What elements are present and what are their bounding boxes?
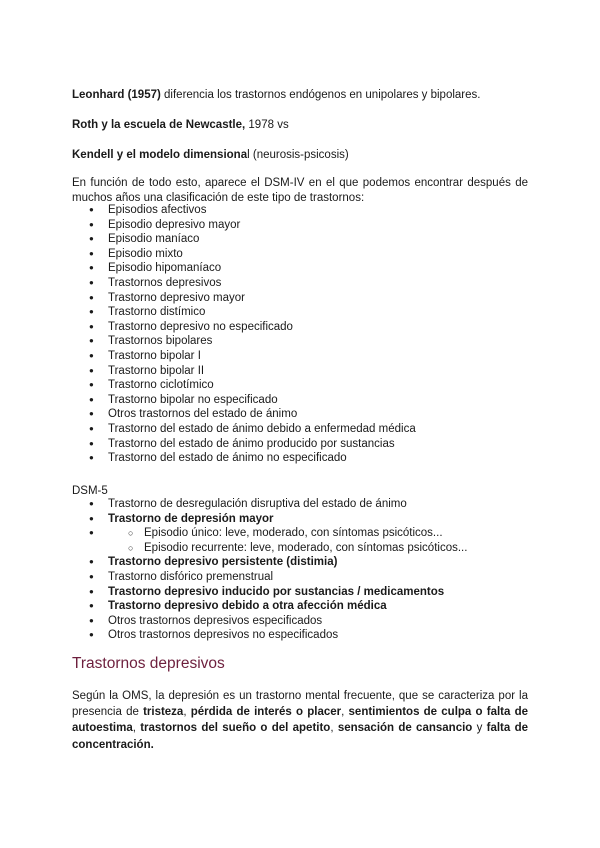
- list-item: ● Trastorno bipolar I: [72, 349, 528, 364]
- list-item: ● Trastorno del estado de ánimo debido a enfermedad médica: [72, 422, 528, 437]
- list-item: ● Trastornos bipolares: [72, 334, 528, 349]
- oms-text: ,: [132, 722, 141, 735]
- kendell-bold: Kendell y el modelo dimensiona: [72, 149, 248, 161]
- oms-text: y: [472, 722, 487, 735]
- list-item: ● Episodio hipomaníaco: [72, 261, 528, 276]
- roth-text: 1978 vs: [245, 119, 289, 131]
- sub-list-item: ○ Episodio recurrente: leve, moderado, con síntomas psicóticos...: [72, 541, 528, 556]
- list-item: ● Trastorno bipolar no especificado: [72, 393, 528, 408]
- kendell-text: l (neurosis-psicosis): [247, 149, 349, 161]
- oms-bold: falta de concentración.: [72, 722, 528, 751]
- sub-list-item: ○ ● Episodio único: leve, moderado, con síntomas psicóticos...: [72, 526, 528, 541]
- leonhard-text: diferencia los trastornos endógenos en unipolares y bipolares.: [160, 89, 481, 101]
- oms-bold: tristeza: [143, 706, 184, 719]
- dsm5-label: DSM-5: [72, 485, 108, 497]
- list-item: ● Otros trastornos del estado de ánimo: [72, 407, 528, 422]
- oms-bold: pérdida de interés o placer: [190, 706, 342, 719]
- oms-bold: trastornos del sueño o del apetito: [140, 722, 331, 735]
- list-item: ● Trastorno ciclotímico: [72, 378, 528, 393]
- list-item: ● Trastorno depresivo debido a otra afección médica: [72, 599, 528, 614]
- list-item: ● Episodios afectivos: [72, 203, 528, 218]
- oms-text: Según la OMS, la depresión es un trastorno mental frecuente, que se caracteriza por la presencia de: [72, 690, 528, 719]
- leonhard-line: [72, 88, 528, 103]
- list-item: ● Trastorno del estado de ánimo producido por sustancias: [72, 437, 528, 452]
- oms-bold: sentimientos de culpa o falta de autoestima: [72, 706, 529, 735]
- list-item: ● Trastorno bipolar II: [72, 364, 528, 379]
- oms-bold: sensación de cansancio: [337, 722, 473, 735]
- list-item: ● Trastorno disfórico premenstrual: [72, 570, 528, 585]
- dsm5-sublist: [72, 526, 528, 555]
- nested-list-container: [72, 526, 528, 555]
- list-item: ● Otros trastornos depresivos no especificados: [72, 628, 528, 643]
- list-item: ● Trastorno del estado de ánimo no especificado: [72, 451, 528, 466]
- oms-text: ,: [183, 706, 191, 719]
- roth-bold: Roth y la escuela de Newcastle,: [72, 119, 246, 131]
- list-item: ● Trastorno depresivo mayor: [72, 291, 528, 306]
- list-item: ● Episodio depresivo mayor: [72, 218, 528, 233]
- list-item: ● Trastorno de depresión mayor: [72, 512, 528, 527]
- list-item: ● Trastorno depresivo inducido por sustancias / medicamentos: [72, 585, 528, 600]
- section-heading: Trastornos depresivos: [72, 655, 225, 672]
- oms-text: ,: [330, 722, 338, 735]
- oms-paragraph: [72, 688, 528, 753]
- oms-text: ,: [341, 706, 349, 719]
- dsm4-list: [72, 203, 528, 466]
- intro-paragraph: En función de todo esto, aparece el DSM-IV en el que podemos encontrar después de muchos años una clasificación de este tipo de trastornos:: [72, 177, 528, 204]
- dsm5-list: [72, 497, 528, 643]
- list-item: ● Trastorno de desregulación disruptiva del estado de ánimo: [72, 497, 528, 512]
- list-item: ● Episodio mixto: [72, 247, 528, 262]
- leonhard-bold: Leonhard (1957): [72, 89, 161, 101]
- list-item: ● Episodio maníaco: [72, 232, 528, 247]
- kendell-line: [72, 148, 528, 163]
- list-item: ● Trastorno depresivo no especificado: [72, 320, 528, 335]
- roth-line: [72, 118, 528, 133]
- list-item: ● Trastornos depresivos: [72, 276, 528, 291]
- list-item: ● Trastorno distímico: [72, 305, 528, 320]
- list-item: ● Otros trastornos depresivos especificados: [72, 614, 528, 629]
- list-item: ● Trastorno depresivo persistente (distimia): [72, 555, 528, 570]
